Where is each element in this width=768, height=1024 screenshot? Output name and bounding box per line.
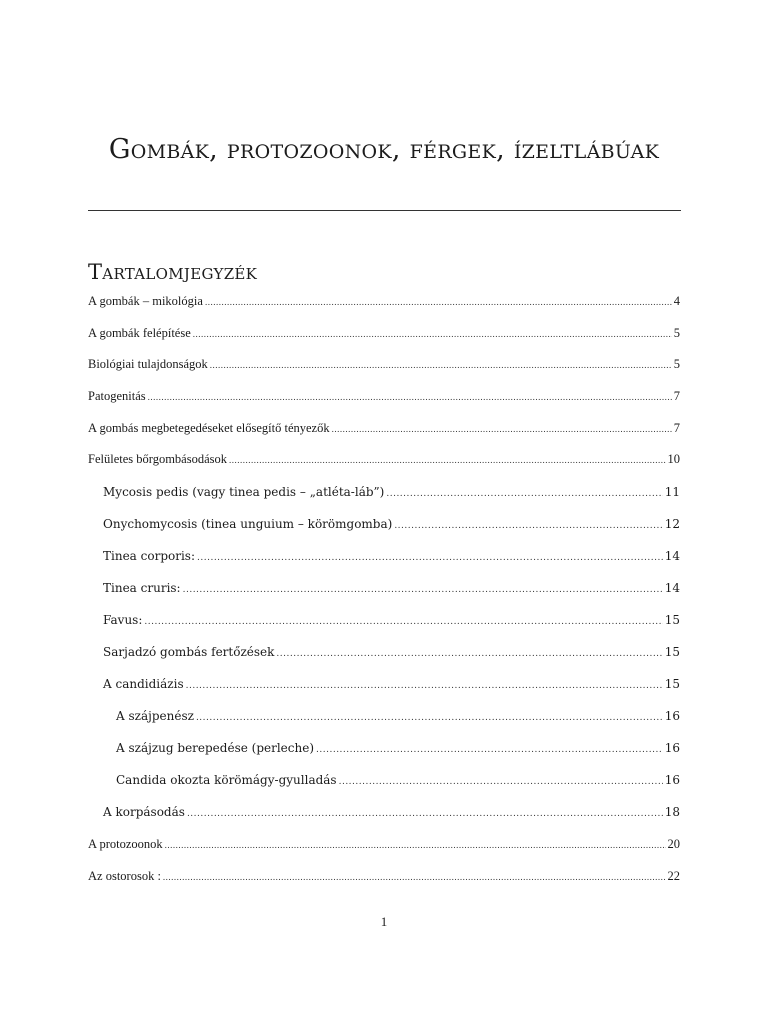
toc-entry-page: 20	[667, 837, 680, 851]
toc-entry-page: 7	[673, 389, 680, 403]
toc-entry-label: Candida okozta körömágy-gyulladás	[116, 773, 337, 787]
toc-leader-dots	[205, 293, 672, 311]
toc-entry[interactable]	[103, 643, 680, 661]
toc-entry-page: 18	[664, 805, 680, 819]
toc-entry-label: Felületes bőrgombásodások	[88, 452, 227, 466]
toc-entry[interactable]	[103, 611, 680, 629]
toc-leader-dots	[210, 356, 672, 374]
toc-leader-dots	[196, 709, 663, 727]
title-divider	[88, 210, 681, 211]
toc-entry-page: 5	[673, 326, 680, 340]
toc-entry-label: A korpásodás	[103, 805, 185, 819]
toc-leader-dots	[276, 645, 662, 663]
toc-entry-label: A szájpenész	[116, 709, 194, 723]
toc-entry[interactable]	[88, 450, 680, 468]
toc-leader-dots	[394, 517, 662, 535]
toc-entry[interactable]	[103, 547, 680, 565]
toc-leader-dots	[144, 613, 662, 631]
toc-entry[interactable]	[88, 387, 680, 405]
toc-leader-dots	[148, 388, 672, 406]
toc-leader-dots	[332, 420, 672, 438]
toc-entry-page: 11	[664, 485, 680, 499]
toc-entry[interactable]	[88, 292, 680, 310]
toc-entry-page: 10	[667, 452, 680, 466]
toc-entry-page: 16	[664, 773, 680, 787]
toc-leader-dots	[386, 485, 662, 503]
toc-entry[interactable]	[103, 803, 680, 821]
toc-entry-label: Patogenitás	[88, 389, 146, 403]
toc-entry-page: 14	[664, 549, 680, 563]
toc-entry[interactable]	[88, 324, 680, 342]
toc-leader-dots	[186, 677, 663, 695]
toc-entry-page: 16	[664, 741, 680, 755]
toc-entry-label: A protozoonok	[88, 837, 163, 851]
toc-entry[interactable]	[116, 707, 680, 725]
toc-entry-label: A candidiázis	[103, 677, 184, 691]
toc-entry[interactable]	[116, 771, 680, 789]
toc-entry[interactable]	[103, 579, 680, 597]
toc-entry[interactable]	[103, 515, 680, 533]
toc-entry-label: Mycosis pedis (vagy tinea pedis – „atléta-láb”)	[103, 485, 385, 499]
toc-entry-page: 7	[673, 421, 680, 435]
toc-entry-page: 15	[664, 677, 680, 691]
toc-entry-label: Onychomycosis (tinea unguium – körömgomba)	[103, 517, 393, 531]
toc-entry-page: 16	[664, 709, 680, 723]
toc-leader-dots	[193, 325, 672, 343]
toc-entry-label: A gombás megbetegedéseket elősegítő tényezők	[88, 421, 330, 435]
toc-entry-label: Tinea cruris:	[103, 581, 181, 595]
document-title: Gombák, protozoonok, férgek, ízeltlábúak	[108, 134, 660, 165]
toc-entry-page: 15	[664, 645, 680, 659]
toc-entry-label: A gombák – mikológia	[88, 294, 203, 308]
toc-leader-dots	[163, 868, 666, 886]
toc-leader-dots	[183, 581, 663, 599]
toc-entry-label: Biológiai tulajdonságok	[88, 357, 208, 371]
toc-heading: Tartalomjegyzék	[88, 260, 258, 284]
toc-leader-dots	[316, 741, 663, 759]
toc-entry[interactable]	[103, 483, 680, 501]
toc-entry[interactable]	[116, 739, 680, 757]
toc-entry-page: 5	[673, 357, 680, 371]
toc-entry-page: 4	[673, 294, 680, 308]
toc-entry[interactable]	[88, 867, 680, 885]
toc-leader-dots	[165, 836, 666, 854]
toc-entry-label: A szájzug berepedése (perleche)	[116, 741, 315, 755]
toc-entry-label: A gombák felépítése	[88, 326, 191, 340]
toc-leader-dots	[229, 451, 666, 469]
toc-entry[interactable]	[88, 355, 680, 373]
toc-entry-label: Tinea corporis:	[103, 549, 196, 563]
toc-entry-label: Favus:	[103, 613, 143, 627]
toc-entry-label: Sarjadzó gombás fertőzések	[103, 645, 275, 659]
toc-entry[interactable]	[103, 675, 680, 693]
toc-leader-dots	[197, 549, 663, 567]
toc-leader-dots	[339, 773, 663, 791]
toc-entry-page: 12	[664, 517, 680, 531]
toc-entry-page: 14	[664, 581, 680, 595]
toc-entry[interactable]	[88, 419, 680, 437]
toc-entry-page: 15	[664, 613, 680, 627]
toc-entry-label: Az ostorosok :	[88, 869, 161, 883]
toc-entry-page: 22	[667, 869, 680, 883]
toc-leader-dots	[187, 805, 663, 823]
page-number: 1	[380, 914, 388, 929]
toc-entry[interactable]	[88, 835, 680, 853]
